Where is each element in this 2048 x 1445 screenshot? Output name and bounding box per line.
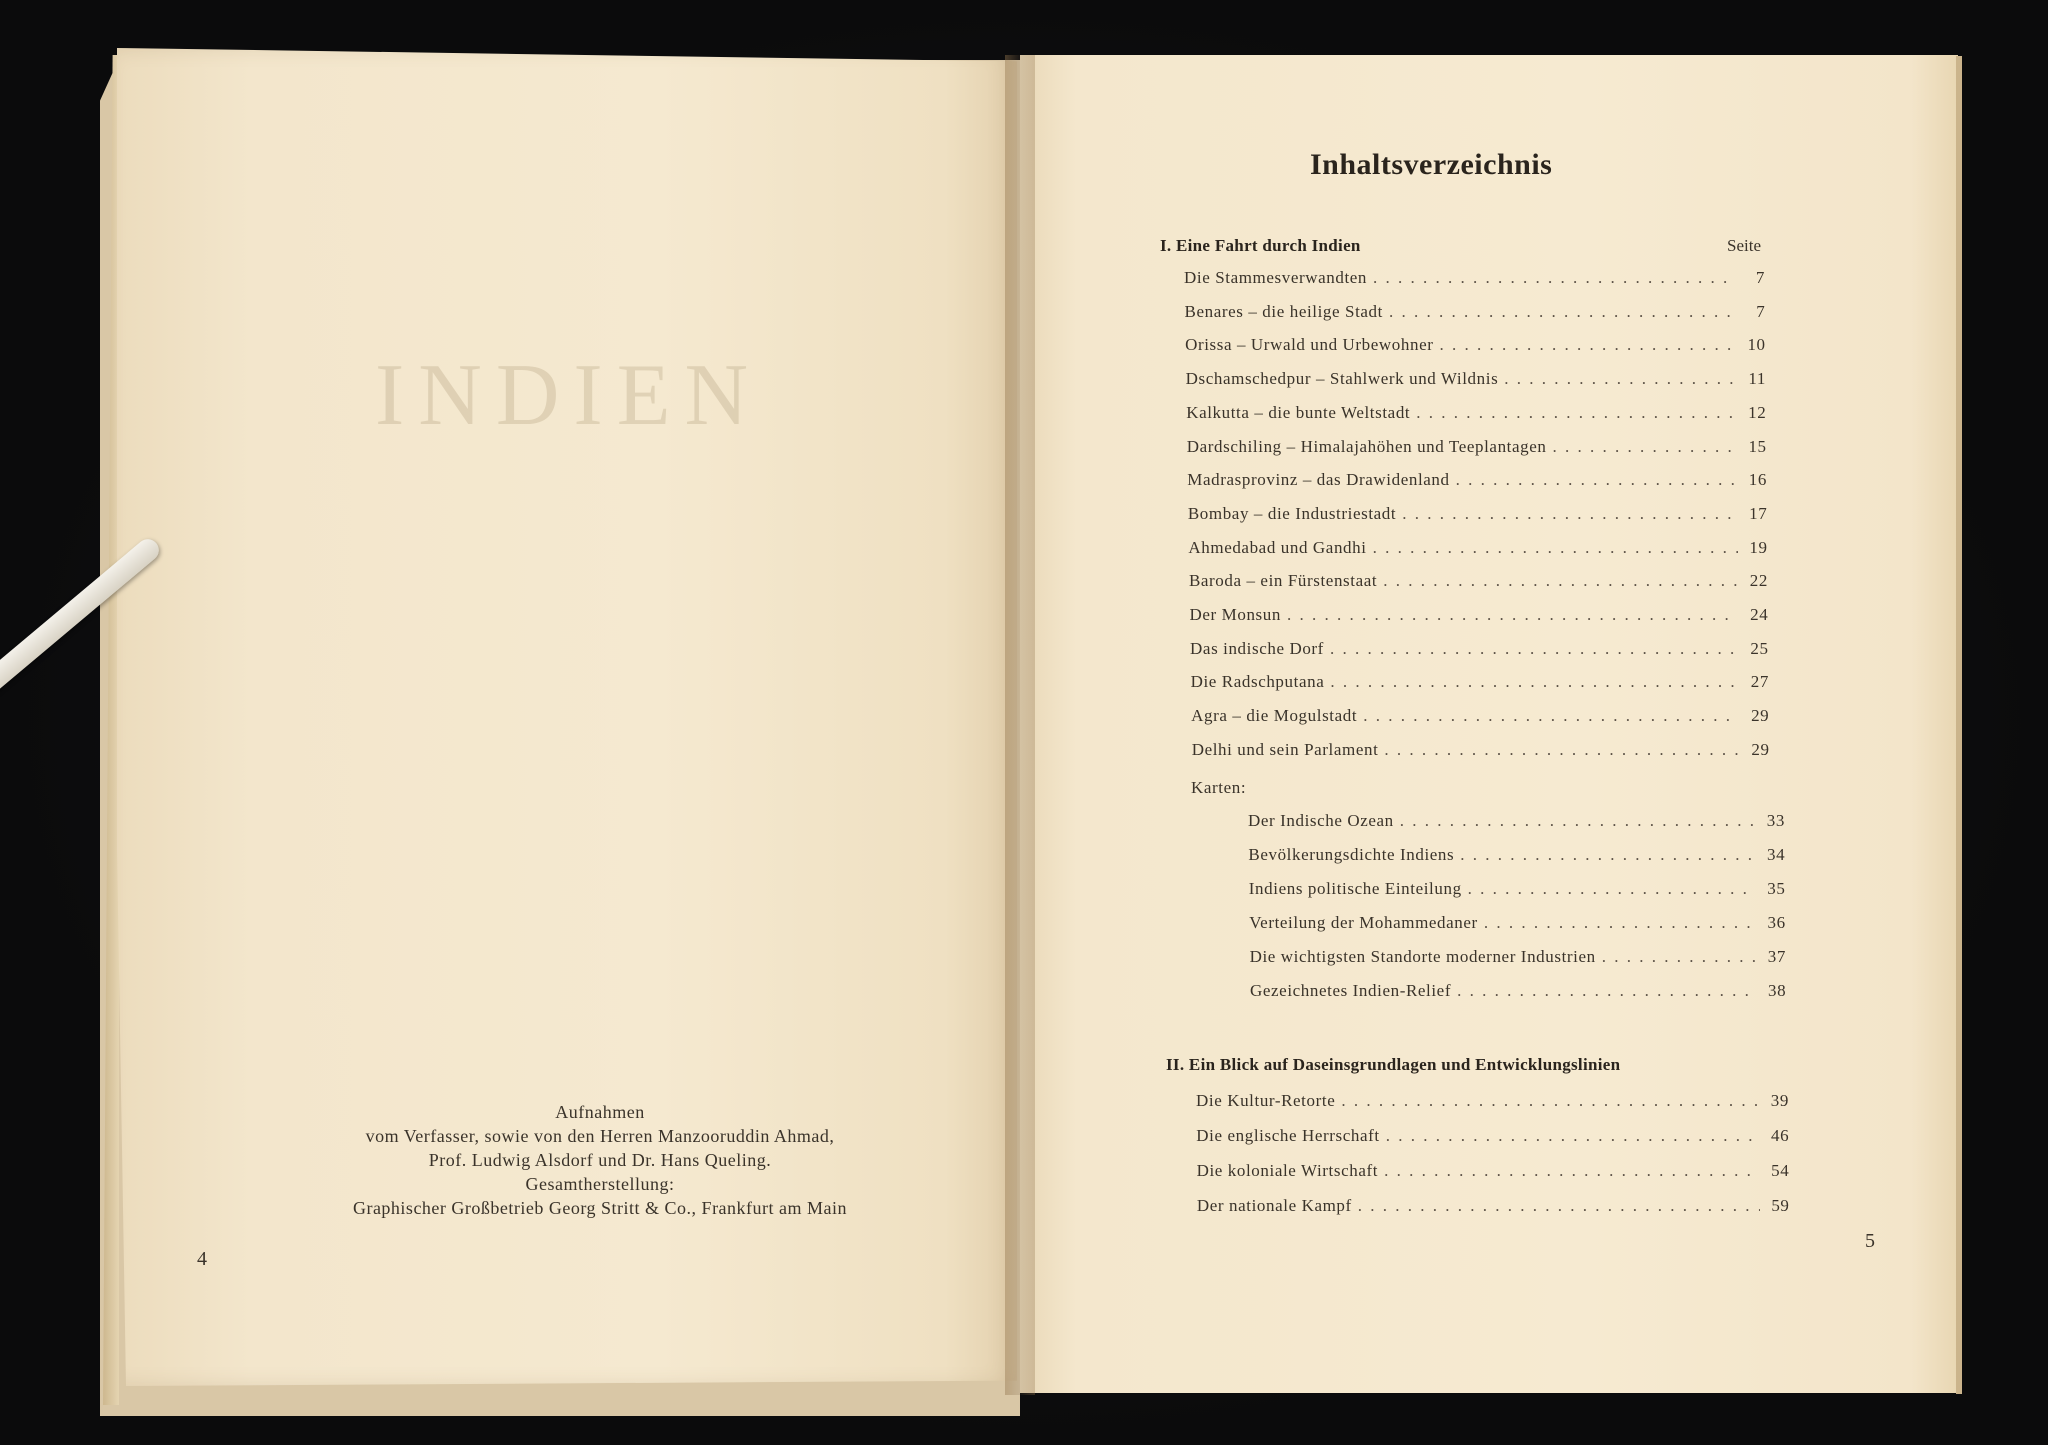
leader-dots: [1456, 470, 1737, 490]
toc-entry-label: Der nationale Kampf: [1196, 1196, 1352, 1215]
toc-entry-page: 29: [1751, 706, 1770, 726]
toc-entry-label: Baroda – ein Fürstenstaat: [1188, 571, 1378, 591]
leader-dots: [1468, 879, 1756, 899]
book-gutter: [1005, 55, 1035, 1395]
toc-entry-label: Dardschiling – Himalajahöhen und Teeplantagen: [1186, 436, 1547, 456]
toc-entry-page: 24: [1750, 605, 1769, 624]
toc-entry-label: Verteilung der Mohammedaner: [1249, 913, 1478, 932]
toc-entry: [1196, 1091, 1789, 1111]
toc-entry-page: 59: [1771, 1196, 1790, 1215]
toc-entry-label: Delhi und sein Parlament: [1191, 739, 1379, 759]
leader-dots: [1402, 504, 1737, 524]
section-1-heading: I. Eine Fahrt durch Indien: [1160, 236, 1361, 255]
toc-entry: [1184, 268, 1765, 288]
leader-dots: [1400, 811, 1755, 831]
show-through-title: INDIEN: [375, 347, 763, 444]
toc-entry: [1186, 403, 1766, 423]
toc-entry-label: Die Radschputana: [1190, 672, 1325, 692]
page-column-header: Seite: [1727, 236, 1761, 255]
toc-entry: [1197, 1161, 1790, 1181]
toc-entry-label: Madrasprovinz – das Drawidenland: [1187, 470, 1450, 490]
leader-dots: [1460, 845, 1755, 865]
toc-entry: [1187, 437, 1767, 457]
leader-dots: [1504, 369, 1736, 389]
toc-entry: [1188, 538, 1767, 558]
toc-entry-page: 10: [1747, 335, 1766, 355]
toc-entry-page: 27: [1750, 672, 1769, 692]
toc-entry: [1188, 504, 1767, 524]
toc-entry-page: 7: [1755, 268, 1765, 287]
toc-entry-label: Die Stammesverwandten: [1184, 268, 1368, 287]
production-credit: Graphischer Großbetrieb Georg Stritt & Co., Frankfurt am Main: [352, 1198, 848, 1218]
toc-entry-page: 35: [1767, 879, 1786, 898]
leader-dots: [1363, 706, 1739, 726]
leader-dots: [1416, 403, 1736, 423]
right-page-edge: [1956, 56, 1962, 1394]
toc-entry: [1249, 913, 1786, 933]
toc-entry-page: 17: [1749, 503, 1768, 523]
toc-entry: [1185, 335, 1766, 355]
toc-entry: [1191, 672, 1769, 692]
leader-dots: [1373, 268, 1735, 288]
toc-entry-page: 37: [1767, 947, 1786, 966]
leader-dots: [1330, 672, 1739, 692]
toc-entry: [1191, 706, 1769, 726]
leader-dots: [1602, 947, 1756, 967]
toc-entry-label: Das indische Dorf: [1190, 638, 1324, 658]
toc-entry: [1190, 605, 1769, 625]
toc-entry-page: 22: [1749, 571, 1768, 591]
toc-entry-page: 46: [1770, 1126, 1790, 1145]
toc-entry: [1186, 369, 1766, 389]
leader-dots: [1341, 1091, 1759, 1111]
toc-entry: [1197, 1196, 1790, 1216]
toc-entry-label: Der Monsun: [1189, 605, 1281, 624]
toc-entry-label: Die koloniale Wirtschaft: [1196, 1161, 1379, 1180]
toc-entry-page: 15: [1748, 436, 1767, 456]
leader-dots: [1386, 1126, 1759, 1146]
toc-entry: [1192, 740, 1770, 760]
toc-entry-label: Die Kultur-Retorte: [1196, 1091, 1336, 1110]
toc-entry-label: Bevölkerungsdichte Indiens: [1248, 845, 1455, 864]
production-heading: Gesamtherstellung:: [525, 1174, 675, 1194]
toc-entry: [1248, 845, 1785, 865]
section-2-heading: II. Ein Blick auf Daseinsgrundlagen und Entwicklungslinien: [1166, 1055, 1621, 1074]
leader-dots: [1389, 302, 1735, 322]
toc-entry-label: Die englische Herrschaft: [1196, 1126, 1380, 1145]
leader-dots: [1384, 740, 1739, 760]
toc-entry-page: 16: [1748, 470, 1767, 490]
toc-entry: [1249, 879, 1786, 899]
photo-credits: [290, 1100, 910, 1220]
toc-entry: [1187, 470, 1767, 490]
toc-entry-label: Ahmedabad und Gandhi: [1188, 537, 1367, 557]
toc-entry-label: Der Indische Ozean: [1248, 811, 1394, 830]
leader-dots: [1457, 981, 1756, 1001]
toc-entry: [1250, 947, 1786, 967]
credits-line-1: vom Verfasser, sowie von den Herren Manzooruddin Ahmad,: [365, 1126, 835, 1146]
toc-entry: [1189, 571, 1768, 591]
toc-entry: [1196, 1126, 1789, 1146]
toc-entry-page: 33: [1766, 811, 1785, 830]
toc-entry-page: 25: [1750, 638, 1769, 658]
credits-line-2: Prof. Ludwig Alsdorf und Dr. Hans Queling.: [428, 1150, 772, 1170]
toc-entry-page: 12: [1748, 402, 1767, 422]
toc-entry-page: 7: [1756, 301, 1766, 321]
toc-entry: [1185, 302, 1766, 322]
leader-dots: [1439, 335, 1735, 355]
toc-entry-page: 36: [1767, 913, 1786, 932]
leader-dots: [1383, 571, 1738, 591]
toc-entry-label: Kalkutta – die bunte Weltstadt: [1186, 402, 1411, 422]
leader-dots: [1552, 437, 1736, 457]
toc-entry-page: 39: [1770, 1091, 1789, 1110]
toc-entry: [1190, 639, 1769, 659]
toc-entry: [1248, 811, 1785, 831]
toc-entry-label: Orissa – Urwald und Urbewohner: [1185, 335, 1434, 355]
toc-entry-page: 19: [1749, 537, 1768, 557]
toc-entry-label: Indiens politische Einteilung: [1248, 879, 1462, 898]
right-page-number: 5: [1865, 1230, 1875, 1252]
leader-dots: [1484, 913, 1756, 933]
toc-entry-label: Benares – die heilige Stadt: [1184, 301, 1383, 321]
leader-dots: [1358, 1196, 1760, 1216]
leader-dots: [1384, 1161, 1759, 1181]
toc-entry-page: 54: [1771, 1161, 1790, 1180]
toc-entry-label: Die wichtigsten Standorte moderner Industrien: [1249, 947, 1596, 966]
maps-label: Karten:: [1191, 778, 1247, 797]
leader-dots: [1330, 639, 1739, 659]
leader-dots: [1287, 605, 1738, 625]
toc-title: Inhaltsverzeichnis: [1310, 148, 1553, 181]
toc-entry-page: 38: [1767, 981, 1787, 1000]
toc-entry: [1250, 981, 1786, 1001]
credits-heading: Aufnahmen: [555, 1102, 645, 1122]
left-page-number: 4: [197, 1248, 207, 1270]
toc-entry-page: 29: [1751, 739, 1770, 759]
toc-entry-page: 34: [1767, 845, 1786, 864]
leader-dots: [1373, 538, 1738, 558]
toc-entry-label: Dschamschedpur – Stahlwerk und Wildnis: [1185, 369, 1499, 389]
toc-entry-label: Bombay – die Industriestadt: [1187, 503, 1397, 523]
toc-entry-page: 11: [1748, 369, 1766, 389]
toc-entry-label: Agra – die Mogulstadt: [1191, 706, 1358, 726]
toc-entry-label: Gezeichnetes Indien-Relief: [1250, 981, 1452, 1000]
